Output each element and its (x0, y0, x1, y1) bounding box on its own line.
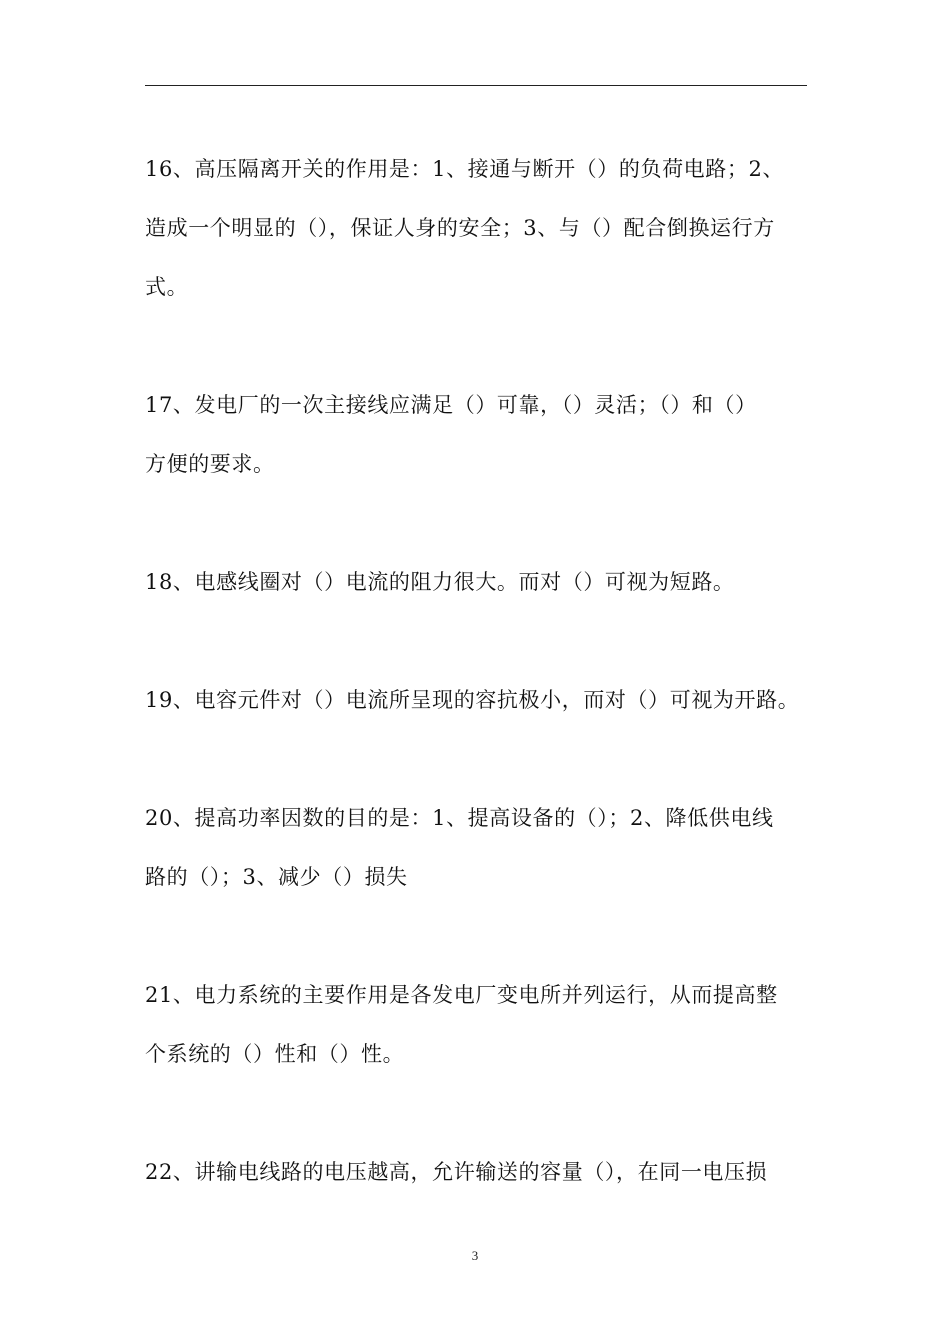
text-line: 式。 (145, 275, 189, 299)
text-line: 20、提高功率因数的目的是：1、提高设备的（）；2、降低供电线 (145, 806, 774, 830)
text-line: 19、电容元件对（）电流所呈现的容抗极小，而对（）可视为开路。 (145, 688, 800, 712)
text-line: 16、高压隔离开关的作用是：1、接通与断开（）的负荷电路；2、 (145, 157, 785, 181)
text-line: 17、发电厂的一次主接线应满足（）可靠，（）灵活；（）和（） (145, 393, 757, 417)
paragraph-gap (145, 625, 810, 684)
question-19 (145, 684, 810, 743)
page-number: 3 (471, 1248, 479, 1263)
document-body (145, 153, 810, 1215)
text-line: 造成一个明显的（），保证人身的安全；3、与（）配合倒换运行方 (145, 216, 775, 240)
text-line: 方便的要求。 (145, 452, 275, 476)
paragraph-gap (145, 330, 810, 389)
question-18 (145, 566, 810, 625)
question-17 (145, 389, 810, 507)
text-line: 22、讲输电线路的电压越高，允许输送的容量（），在同一电压损 (145, 1160, 768, 1184)
question-16 (145, 153, 810, 330)
text-line: 个系统的（）性和（）性。 (145, 1042, 405, 1066)
paragraph-gap (145, 920, 810, 979)
text-line: 18、电感线圈对（）电流的阻力很大。而对（）可视为短路。 (145, 570, 735, 594)
header-rule (145, 85, 807, 86)
question-21 (145, 979, 810, 1097)
paragraph-gap (145, 743, 810, 802)
question-20 (145, 802, 810, 920)
text-line: 路的（）；3、减少（）损失 (145, 865, 408, 889)
paragraph-gap (145, 507, 810, 566)
question-22 (145, 1156, 810, 1215)
text-line: 21、电力系统的主要作用是各发电厂变电所并列运行，从而提高整 (145, 983, 778, 1007)
paragraph-gap (145, 1097, 810, 1156)
